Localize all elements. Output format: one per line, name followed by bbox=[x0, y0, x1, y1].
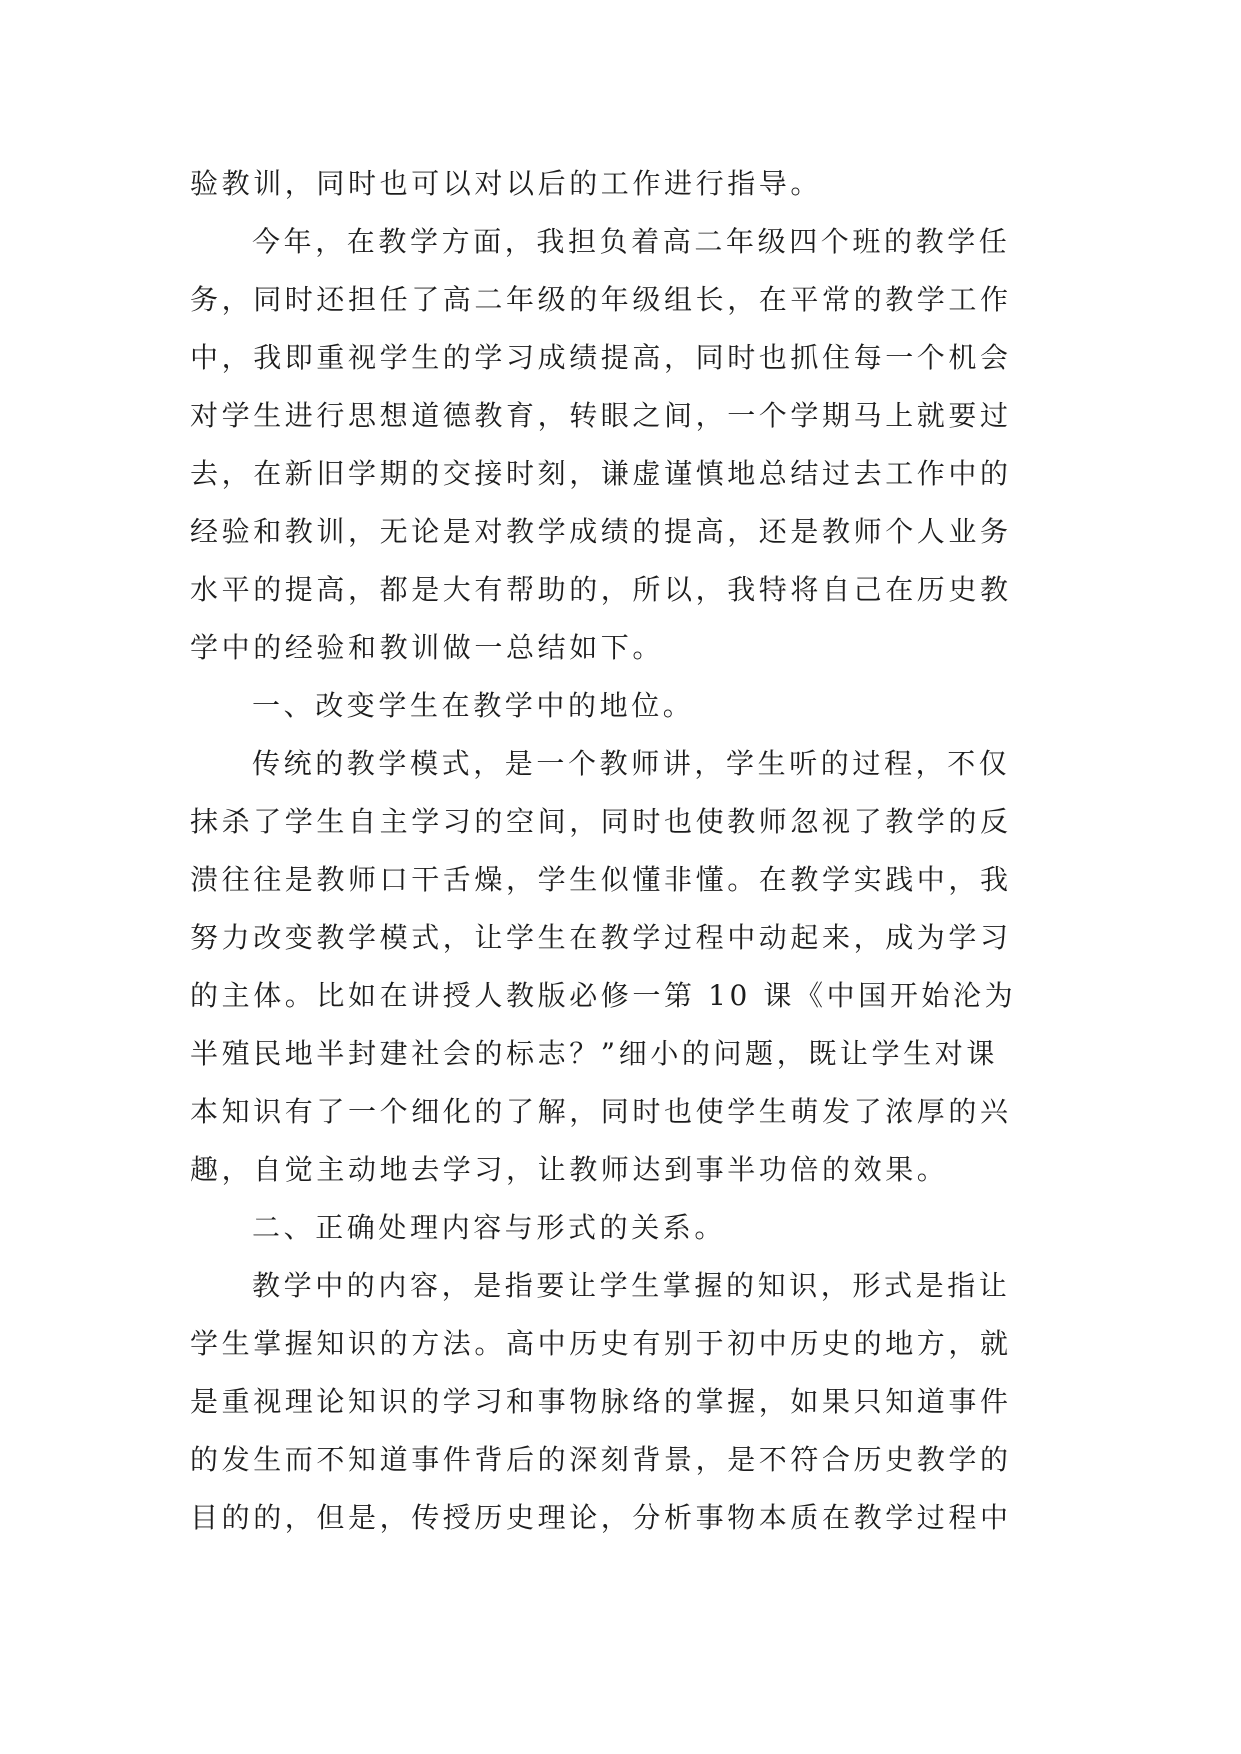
text-line: 务，同时还担任了高二年级的年级组长，在平常的教学工作 bbox=[190, 283, 1012, 316]
paragraph-first-line: 今年，在教学方面，我担负着高二年级四个班的教学任 bbox=[252, 225, 1011, 258]
text-line: 溃往往是教师口干舌燥，学生似懂非懂。在教学实践中，我 bbox=[190, 863, 1012, 896]
paragraph-first-line: 传统的教学模式，是一个教师讲，学生听的过程，不仅 bbox=[252, 747, 1011, 780]
text-line: 半殖民地半封建社会的标志？”细小的问题，既让学生对课 bbox=[190, 1037, 998, 1070]
text-line: 目的的，但是，传授历史理论，分析事物本质在教学过程中 bbox=[190, 1501, 1012, 1534]
text-line: 去，在新旧学期的交接时刻，谦虚谨慎地总结过去工作中的 bbox=[190, 457, 1012, 490]
text-line: 学生掌握知识的方法。高中历史有别于初中历史的地方，就 bbox=[190, 1327, 1012, 1360]
section-heading-2: 二、正确处理内容与形式的关系。 bbox=[252, 1211, 727, 1244]
text-line: 经验和教训，无论是对教学成绩的提高，还是教师个人业务 bbox=[190, 515, 1012, 548]
text-line: 水平的提高，都是大有帮助的，所以，我特将自己在历史教 bbox=[190, 573, 1012, 606]
text-line: 对学生进行思想道德教育，转眼之间，一个学期马上就要过 bbox=[190, 399, 1012, 432]
text-line: 抹杀了学生自主学习的空间，同时也使教师忽视了教学的反 bbox=[190, 805, 1012, 838]
text-line: 中，我即重视学生的学习成绩提高，同时也抓住每一个机会 bbox=[190, 341, 1012, 374]
text-line: 学中的经验和教训做一总结如下。 bbox=[190, 631, 665, 664]
section-heading-1: 一、改变学生在教学中的地位。 bbox=[252, 689, 695, 722]
text-line: 本知识有了一个细化的了解，同时也使学生萌发了浓厚的兴 bbox=[190, 1095, 1012, 1128]
text-line: 是重视理论知识的学习和事物脉络的掌握，如果只知道事件 bbox=[190, 1385, 1012, 1418]
paragraph-first-line: 教学中的内容，是指要让学生掌握的知识，形式是指让 bbox=[252, 1269, 1011, 1302]
text-line: 努力改变教学模式，让学生在教学过程中动起来，成为学习 bbox=[190, 921, 1012, 954]
text-line: 趣，自觉主动地去学习，让教师达到事半功倍的效果。 bbox=[190, 1153, 949, 1186]
text-line: 的主体。比如在讲授人教版必修一第 10 课《中国开始沦为 bbox=[190, 979, 1017, 1012]
text-line: 的发生而不知道事件背后的深刻背景，是不符合历史教学的 bbox=[190, 1443, 1012, 1476]
text-line: 验教训，同时也可以对以后的工作进行指导。 bbox=[190, 167, 823, 200]
